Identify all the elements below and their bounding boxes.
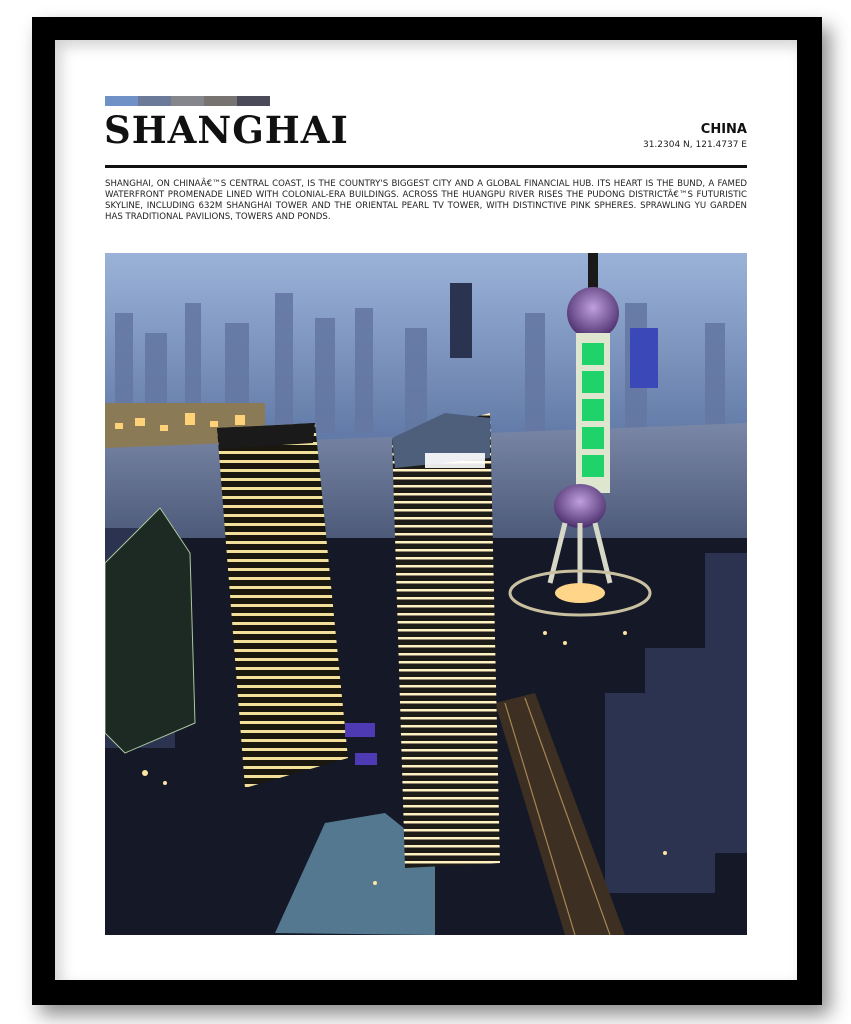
city-title: SHANGHAI — [104, 108, 349, 152]
coordinates-label: 31.2304 N, 121.4737 E — [642, 140, 747, 150]
country-label: CHINA — [700, 122, 747, 137]
color-palette — [105, 96, 270, 106]
title-divider — [105, 165, 747, 168]
poster-frame — [32, 17, 822, 1005]
palette-swatch-5 — [237, 96, 270, 106]
palette-swatch-3 — [171, 96, 204, 106]
palette-swatch-4 — [204, 96, 237, 106]
city-description: SHANGHAI, ON CHINAÂ€™S CENTRAL COAST, IS THE COUNTRY'S BIGGEST CITY AND A GLOBAL FINANCIAL HUB. ITS HEART IS THE BUND, A FAMED WATERFRONT PROMENADE LINED WITH COLONIAL-ERA BUILDINGS. ACROSS THE HUANGPU RIVER RISES THE PUDONG DISTRICTÂ€™S FUTURISTIC SKYLINE, INCLUDING 632M SHANGHAI TOWER AND THE ORIENTAL PEARL TV TOWER, WITH DISTINCTIVE PINK SPHERES. SPRAWLING YU GARDEN HAS TRADITIONAL PAVILIONS, TOWERS AND PONDS. — [105, 179, 747, 222]
poster-mat — [55, 40, 797, 980]
skyline-illustration — [105, 253, 747, 935]
city-photo — [105, 253, 747, 935]
palette-swatch-2 — [138, 96, 171, 106]
palette-swatch-1 — [105, 96, 138, 106]
